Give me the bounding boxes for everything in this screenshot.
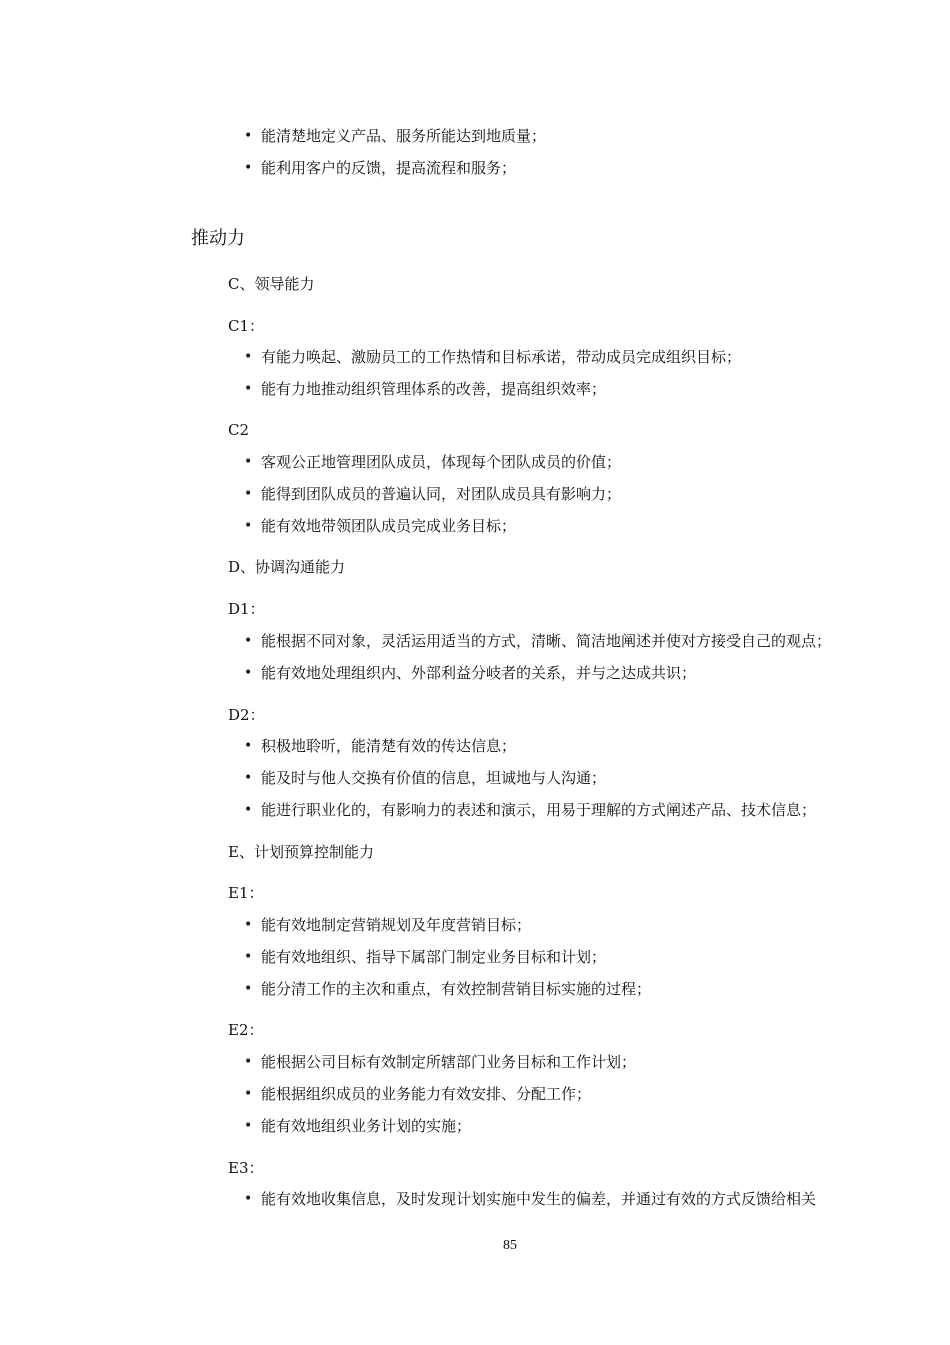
- top-bullet-list: [228, 120, 546, 184]
- bullet-icon: •: [244, 949, 253, 965]
- list-item: • 有能力唤起、激励员工的工作热情和目标承诺，带动成员完成组织目标；: [228, 341, 741, 373]
- section-heading: 推动力: [191, 228, 245, 249]
- sub-heading-d: D、协调沟通能力: [228, 558, 346, 576]
- bullet-icon: •: [244, 381, 253, 397]
- bullet-icon: •: [244, 518, 253, 534]
- label-e1: E1：: [228, 884, 264, 902]
- bullet-icon: •: [244, 1118, 253, 1134]
- e1-bullet-list: [228, 909, 651, 1005]
- list-item: • 能有效地组织业务计划的实施；: [228, 1110, 636, 1142]
- list-item: • 能清楚地定义产品、服务所能达到地质量；: [228, 120, 546, 152]
- bullet-icon: •: [244, 160, 253, 176]
- list-item: • 能利用客户的反馈，提高流程和服务；: [228, 152, 546, 184]
- label-e2: E2：: [228, 1021, 264, 1039]
- page-number: 85: [503, 1238, 517, 1253]
- list-item: • 能分清工作的主次和重点，有效控制营销目标实施的过程；: [228, 973, 651, 1005]
- bullet-icon: •: [244, 454, 253, 470]
- d1-bullet-list: [228, 625, 831, 689]
- d2-bullet-list: [228, 730, 816, 826]
- c1-bullet-list: [228, 341, 741, 405]
- bullet-icon: •: [244, 486, 253, 502]
- sub-heading-c: C、领导能力: [228, 275, 315, 293]
- bullet-icon: •: [244, 981, 253, 997]
- bullet-icon: •: [244, 770, 253, 786]
- bullet-icon: •: [244, 1191, 253, 1207]
- list-item: • 能得到团队成员的普遍认同，对团队成员具有影响力；: [228, 478, 621, 510]
- list-item: • 能根据公司目标有效制定所辖部门业务目标和工作计划；: [228, 1046, 636, 1078]
- bullet-icon: •: [244, 349, 253, 365]
- e2-bullet-list: [228, 1046, 636, 1142]
- bullet-icon: •: [244, 1086, 253, 1102]
- c2-bullet-list: [228, 446, 621, 542]
- label-d2: D2：: [228, 706, 265, 724]
- list-item: • 能有效地带领团队成员完成业务目标；: [228, 510, 621, 542]
- list-item: • 能及时与他人交换有价值的信息，坦诚地与人沟通；: [228, 762, 816, 794]
- label-c1: C1：: [228, 317, 265, 335]
- bullet-icon: •: [244, 1054, 253, 1070]
- label-e3: E3：: [228, 1159, 264, 1177]
- label-c2: C2: [228, 421, 250, 439]
- bullet-icon: •: [244, 665, 253, 681]
- bullet-icon: •: [244, 128, 253, 144]
- bullet-icon: •: [244, 738, 253, 754]
- bullet-icon: •: [244, 633, 253, 649]
- e3-bullet-list: [228, 1183, 816, 1215]
- sub-heading-e: E、计划预算控制能力: [228, 843, 374, 861]
- list-item: • 能有效地制定营销规划及年度营销目标；: [228, 909, 651, 941]
- label-d1: D1：: [228, 600, 265, 618]
- list-item: • 积极地聆听，能清楚有效的传达信息；: [228, 730, 816, 762]
- list-item: • 能根据不同对象，灵活运用适当的方式，清晰、简洁地阐述并使对方接受自己的观点；: [228, 625, 831, 657]
- bullet-icon: •: [244, 917, 253, 933]
- list-item: • 能有效地收集信息，及时发现计划实施中发生的偏差，并通过有效的方式反馈给相关: [228, 1183, 816, 1215]
- list-item: • 能有效地组织、指导下属部门制定业务目标和计划；: [228, 941, 651, 973]
- list-item: • 能根据组织成员的业务能力有效安排、分配工作；: [228, 1078, 636, 1110]
- list-item: • 能有力地推动组织管理体系的改善，提高组织效率；: [228, 373, 741, 405]
- bullet-icon: •: [244, 802, 253, 818]
- list-item: • 能有效地处理组织内、外部利益分岐者的关系，并与之达成共识；: [228, 657, 831, 689]
- list-item: • 客观公正地管理团队成员，体现每个团队成员的价值；: [228, 446, 621, 478]
- list-item: • 能进行职业化的，有影响力的表述和演示，用易于理解的方式阐述产品、技术信息；: [228, 794, 816, 826]
